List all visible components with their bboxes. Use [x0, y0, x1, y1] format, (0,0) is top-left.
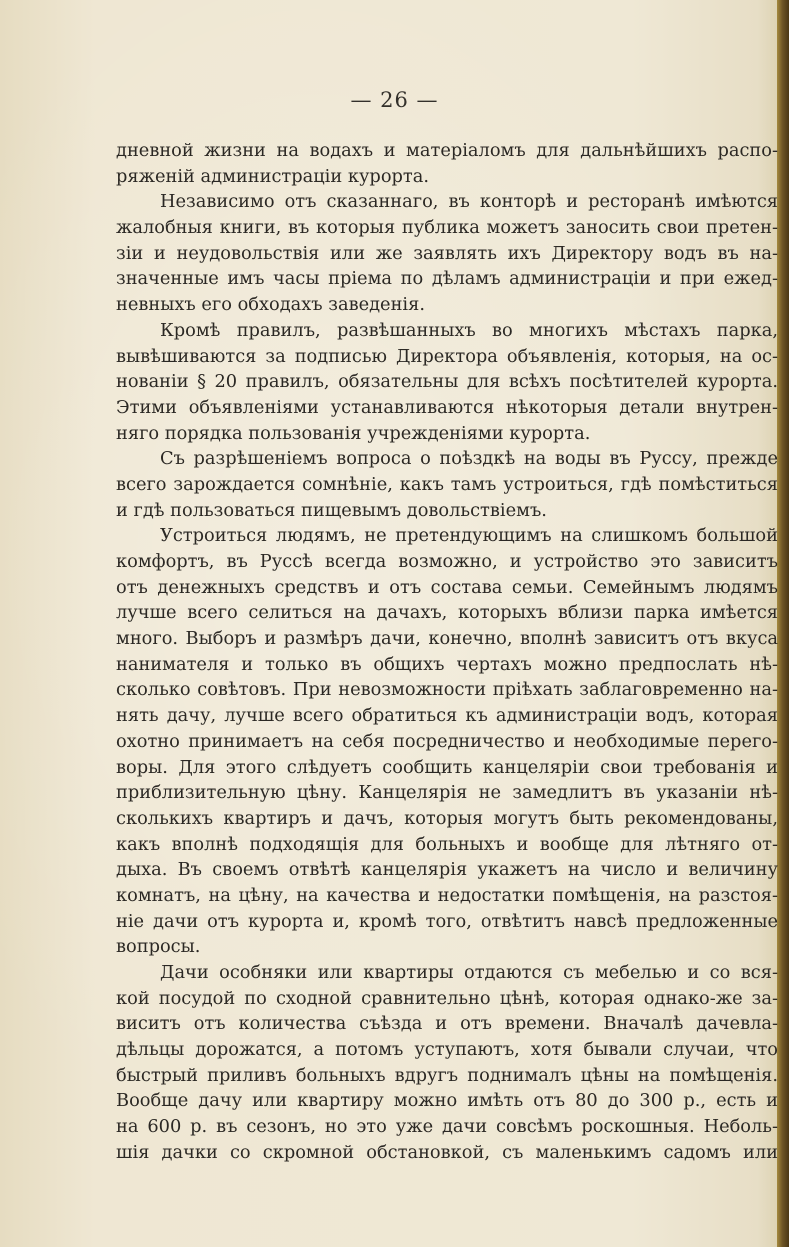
text-line: нованіи § 20 правилъ, обязательны для всѣхъ посѣтителей курорта. [116, 371, 778, 393]
text-line: Кромѣ правилъ, развѣшанныхъ во многихъ мѣстахъ парка, [160, 319, 778, 341]
text-line: какъ вполнѣ подходящія для больныхъ и вообще для лѣтняго от- [116, 833, 778, 855]
page-number: — 26 — [350, 88, 439, 112]
text-line: дневной жизни на водахъ и матеріаломъ для дальнѣйшихъ распо- [116, 140, 778, 161]
text-line: приблизительную цѣну. Канцелярія не замедлитъ въ указаніи нѣ- [116, 782, 778, 804]
text-line: и гдѣ пользоваться пищевымъ довольствіемъ. [116, 499, 547, 521]
text-line: Съ разрѣшеніемъ вопроса о поѣздкѣ на воды въ Руссу, прежде [160, 448, 778, 470]
text-line: много. Выборъ и размѣръ дачи, конечно, вполнѣ зависитъ отъ вкуса [116, 628, 778, 650]
text-line: вывѣшиваются за подписью Директора объявленія, которыя, на ос- [116, 345, 778, 367]
text-line: зіи и неудовольствія или же заявлять ихъ Директору водъ въ на- [116, 242, 778, 264]
text-line: сколько совѣтовъ. При невозможности пріѣхать заблаговременно на- [116, 679, 778, 701]
page-edge-binding [777, 0, 789, 1247]
text-line: няго порядка пользованія учрежденіями курорта. [116, 422, 591, 444]
text-line: нять дачу, лучше всего обратиться къ администраціи водъ, которая [116, 705, 778, 727]
text-line: комфортъ, въ Руссѣ всегда возможно, и устройство это зависитъ [116, 551, 778, 572]
text-line: воры. Для этого слѣдуетъ сообщить канцеляріи свои требованія и [116, 756, 778, 778]
text-line: Вообще дачу или квартиру можно имѣть отъ 80 до 300 р., есть и [116, 1090, 778, 1112]
text-line: Этими объявленіями устанавливаются нѣкоторыя детали внутрен- [116, 396, 778, 418]
text-line: всего зарождается сомнѣніе, какъ тамъ устроиться, гдѣ помѣститься [116, 473, 778, 495]
text-line: значенные имъ часы пріема по дѣламъ администраціи и при ежед- [116, 268, 778, 290]
text-line: ряженій администраціи курорта. [116, 165, 429, 187]
text-line: вопросы. [116, 936, 201, 958]
text-line: быстрый приливъ больныхъ вдругъ поднималъ цѣны на помѣщенія. [116, 1064, 778, 1086]
text-line: охотно принимаетъ на себя посредничество и необходимые перего- [116, 730, 778, 752]
text-line: кой посудой по сходной сравнительно цѣнѣ, которая однако-же за- [116, 987, 778, 1009]
text-line: комнатъ, на цѣну, на качества и недостатки помѣщенія, на разстоя- [116, 884, 778, 906]
text-line: Независимо отъ сказаннаго, въ конторѣ и ресторанѣ имѣются [160, 191, 778, 213]
body-text [116, 138, 778, 1166]
text-line: дыха. Въ своемъ отвѣтѣ канцелярія укажетъ на число и величину [116, 859, 778, 881]
text-line: Устроиться людямъ, не претендующимъ на слишкомъ большой [160, 525, 778, 547]
text-line: отъ денежныхъ средствъ и отъ состава семьи. Семейнымъ людямъ [116, 576, 778, 598]
text-line: шія дачки со скромной обстановкой, съ маленькимъ садомъ или [116, 1141, 778, 1163]
text-line: невныхъ его обходахъ заведенія. [116, 294, 425, 316]
text-line: дѣльцы дорожатся, а потомъ уступаютъ, хотя бывали случаи, что [116, 1039, 778, 1061]
text-line: виситъ отъ количества съѣзда и отъ времени. Вначалѣ дачевла- [116, 1013, 778, 1035]
text-line: на 600 р. въ сезонъ, но это уже дачи совсѣмъ роскошныя. Неболь- [116, 1116, 778, 1138]
text-line: жалобныя книги, въ которыя публика можетъ заносить свои претен- [116, 217, 778, 239]
text-line: ніе дачи отъ курорта и, кромѣ того, отвѣтитъ навсѣ предложенные [116, 910, 778, 932]
text-line: сколькихъ квартиръ и дачъ, которыя могутъ быть рекомендованы, [116, 807, 778, 829]
text-line: нанимателя и только въ общихъ чертахъ можно предпослать нѣ- [116, 653, 778, 675]
text-line: лучше всего селиться на дачахъ, которыхъ вблизи парка имѣется [116, 602, 778, 624]
text-line: Дачи особняки или квартиры отдаются съ мебелью и со вся- [160, 962, 778, 983]
